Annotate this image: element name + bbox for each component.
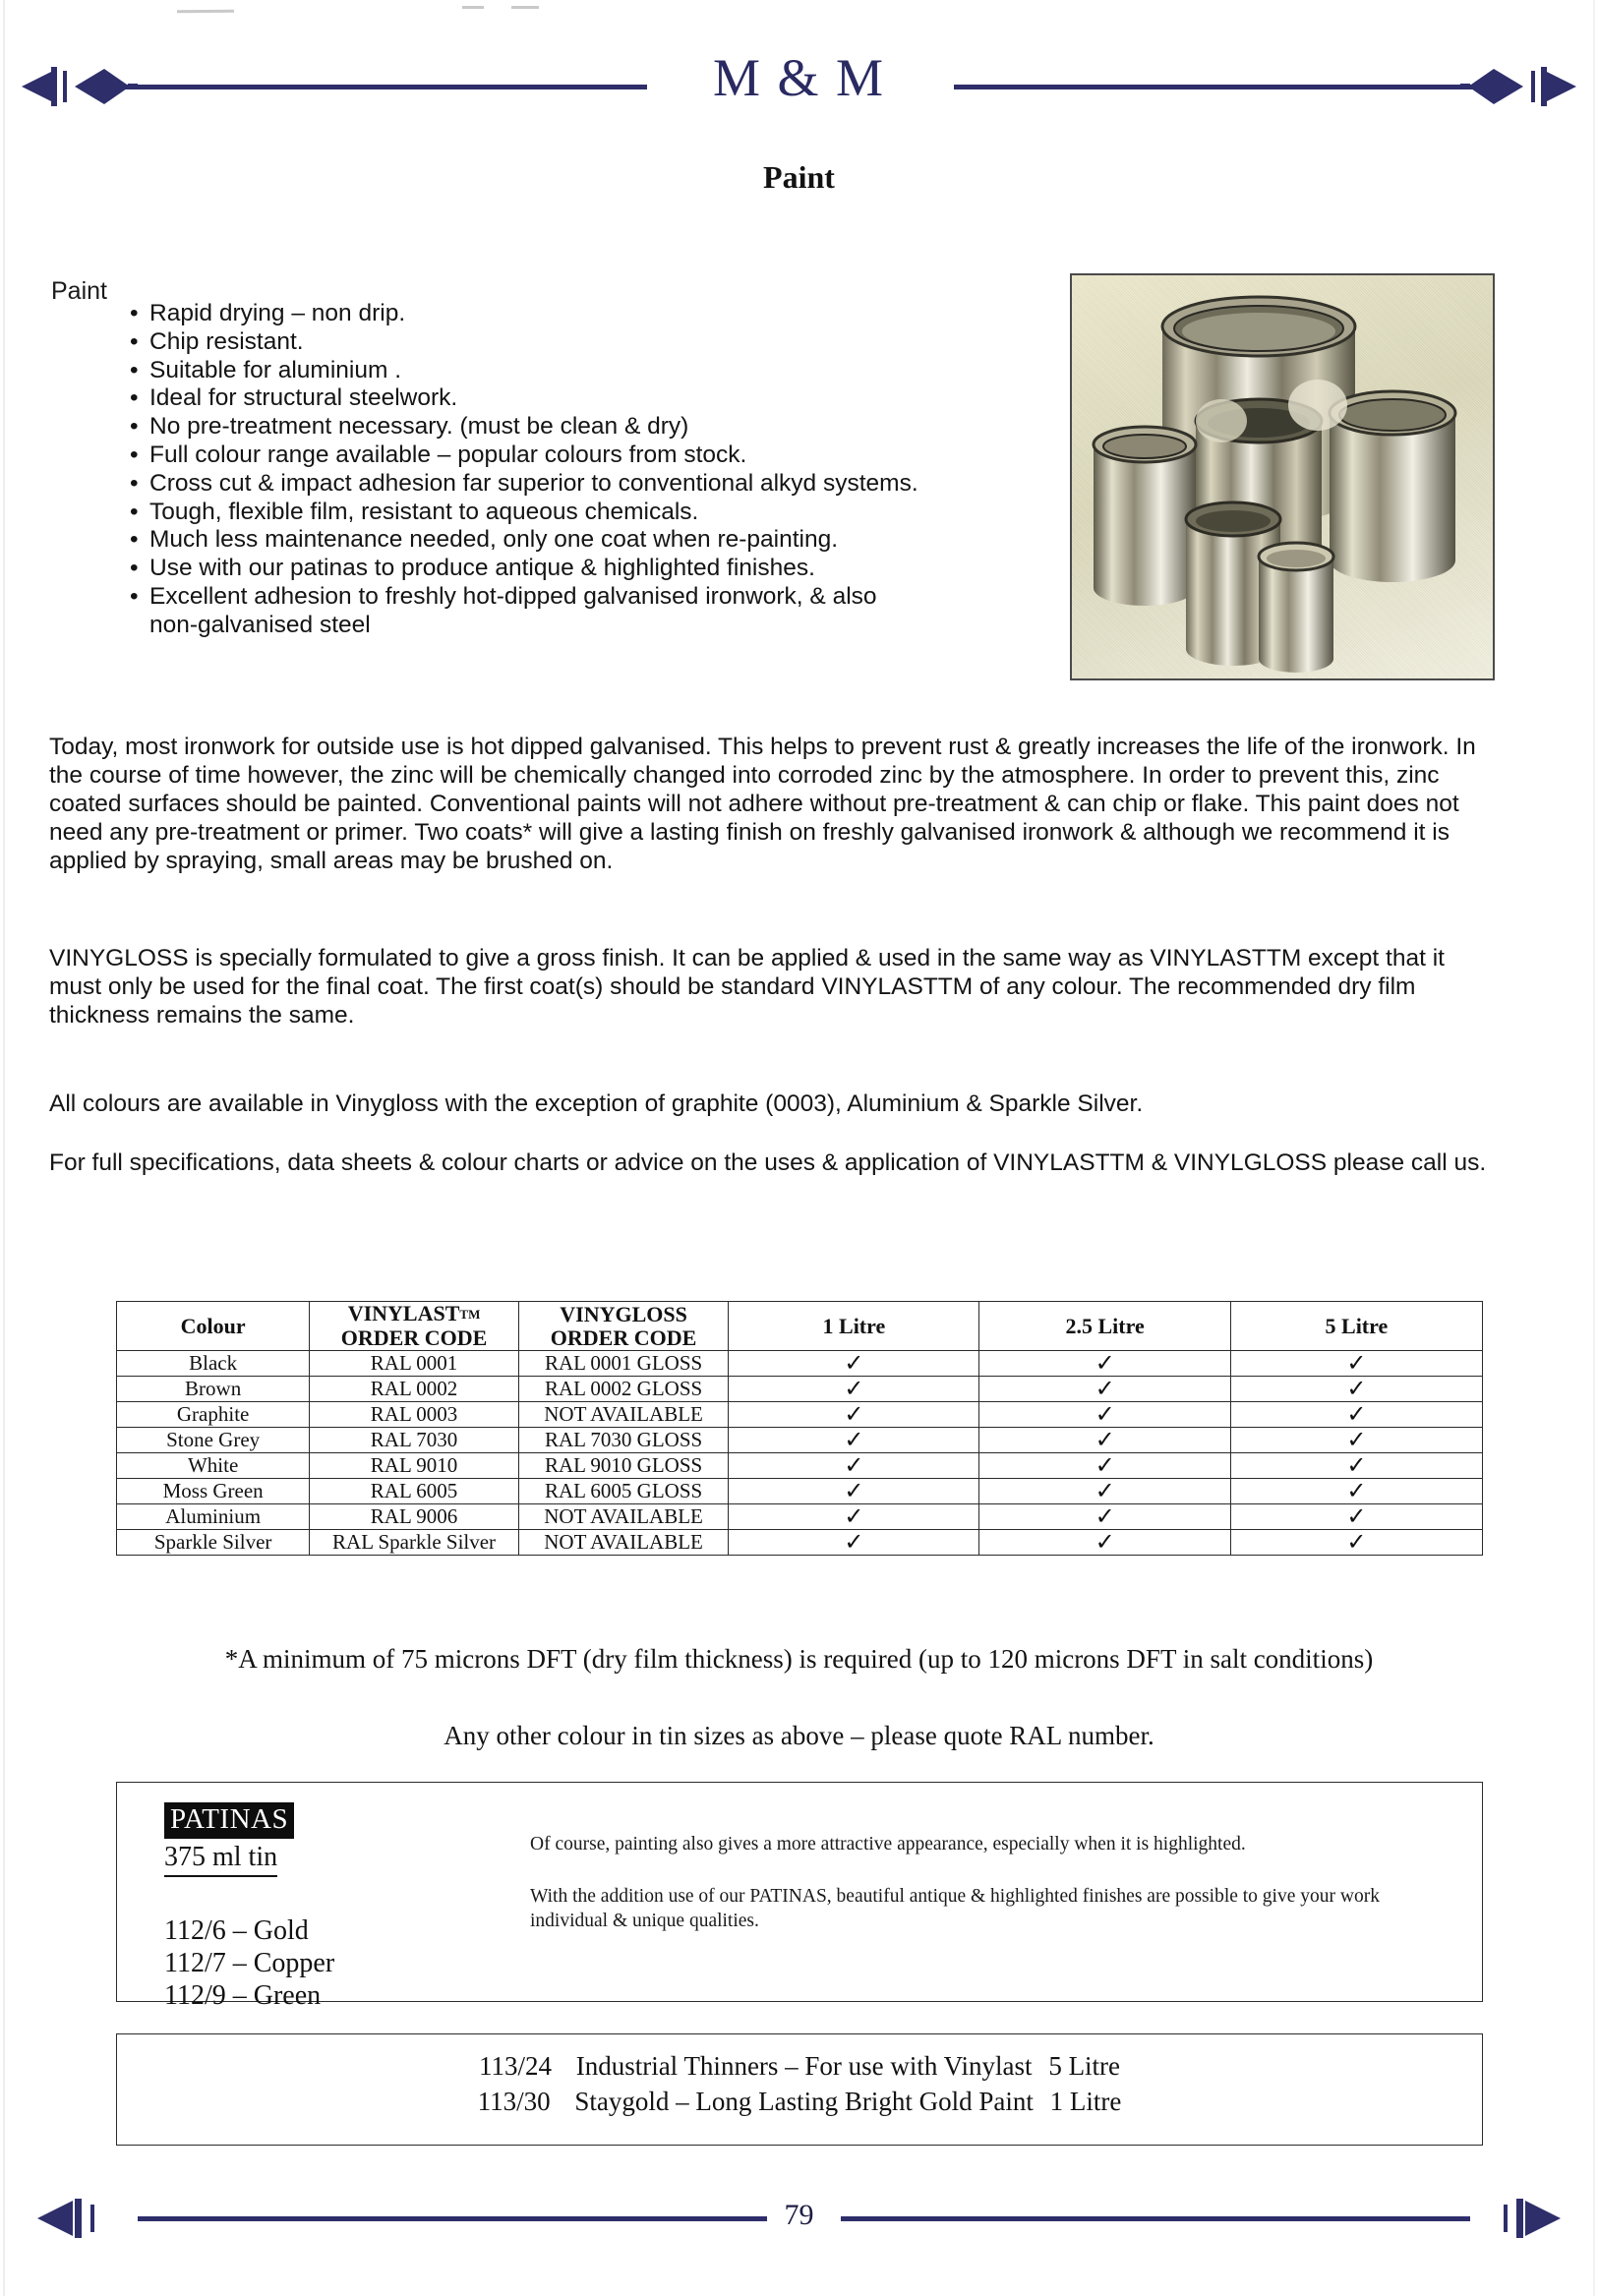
bullet-icon: • xyxy=(130,384,139,412)
list-item xyxy=(126,413,922,442)
table-header xyxy=(117,1302,1483,1351)
list-item xyxy=(126,442,922,470)
list-item-text: Full colour range available – popular colours from stock. xyxy=(149,441,747,468)
cell-1-litre-tick: ✓ xyxy=(729,1479,979,1504)
cell-vinygloss: NOT AVAILABLE xyxy=(518,1504,729,1530)
bullet-icon: • xyxy=(130,300,139,326)
note-any-other-colour: Any other colour in tin sizes as above – please quote RAL number. xyxy=(444,1721,1154,1750)
scan-edge-right xyxy=(1593,0,1595,2296)
column-header-colour xyxy=(117,1302,310,1351)
table-body xyxy=(117,1351,1483,1556)
page-subtitle: Paint xyxy=(763,159,835,195)
cell-5-litre-tick: ✓ xyxy=(1230,1504,1482,1530)
cell-colour: White xyxy=(117,1453,310,1479)
trademark-mark: TM xyxy=(459,1307,481,1322)
note-dft: *A minimum of 75 microns DFT (dry film thickness) is required (up to 120 microns DFT in salt conditions) xyxy=(224,1644,1374,1674)
cell-vinygloss: RAL 0002 GLOSS xyxy=(518,1377,729,1402)
paint-tins-photo xyxy=(1070,273,1495,680)
bullet-icon: • xyxy=(130,469,139,497)
scan-artifact xyxy=(462,6,484,9)
patinas-note-2: With the addition use of our PATINAS, beautiful antique & highlighted finishes are possible to give your work individual & unique qualities. xyxy=(530,1886,1380,1931)
patinas-tin-size: 375 ml tin xyxy=(164,1841,277,1877)
table-row xyxy=(117,1428,1483,1453)
list-item: 112/7 – Copper xyxy=(164,1948,335,1978)
paragraph-full-specs: For full specifications, data sheets & colour charts or advice on the uses & application of VINYLASTTM & VINYLGLOSS please call us. xyxy=(49,1149,1487,1176)
list-item xyxy=(117,2048,1482,2084)
product-code: 113/24 xyxy=(478,2051,552,2081)
cell-5-litre-tick: ✓ xyxy=(1230,1453,1482,1479)
list-item-text: Excellent adhesion to freshly hot-dipped galvanised ironwork, & also non-galvanised steel xyxy=(149,582,877,638)
right-spear-ornament xyxy=(1460,63,1578,110)
section-label: Paint xyxy=(51,277,107,305)
cell-vinygloss: NOT AVAILABLE xyxy=(518,1530,729,1556)
patinas-note-1: Of course, painting also gives a more attractive appearance, especially when it is highlighted. xyxy=(530,1834,1246,1854)
list-item xyxy=(117,2084,1482,2119)
cell-5-litre-tick: ✓ xyxy=(1230,1479,1482,1504)
cell-vinygloss: RAL 6005 GLOSS xyxy=(518,1479,729,1504)
thinners-list xyxy=(117,2048,1482,2119)
bullet-icon: • xyxy=(130,498,139,525)
product-size: 5 Litre xyxy=(1048,2051,1121,2081)
cell-1-litre-tick: ✓ xyxy=(729,1351,979,1377)
column-header-vinylast-line2: ORDER CODE xyxy=(340,1325,488,1350)
list-item: 112/6 – Gold xyxy=(164,1915,309,1946)
header-rule-right xyxy=(954,85,1485,89)
bullet-icon: • xyxy=(130,526,139,554)
cell-vinylast: RAL 9010 xyxy=(310,1453,519,1479)
cell-5-litre-tick: ✓ xyxy=(1230,1530,1482,1556)
cell-2-5-litre-tick: ✓ xyxy=(979,1428,1230,1453)
column-header-vinylast xyxy=(310,1302,519,1351)
cell-2-5-litre-tick: ✓ xyxy=(979,1377,1230,1402)
cell-1-litre-tick: ✓ xyxy=(729,1530,979,1556)
column-header-5-litre: 5 Litre xyxy=(1230,1302,1482,1351)
list-item xyxy=(126,555,922,583)
paint-tins-illustration xyxy=(1072,275,1493,678)
paragraph-all-colours: All colours are available in Vinygloss with the exception of graphite (0003), Aluminium & Sparkle Silver. xyxy=(49,1090,1144,1117)
cell-1-litre-tick: ✓ xyxy=(729,1504,979,1530)
list-item: 112/9 – Green xyxy=(164,1980,322,2011)
list-item-text: Much less maintenance needed, only one coat when re-painting. xyxy=(149,526,839,554)
list-item-text: Rapid drying – non drip. xyxy=(149,300,406,326)
cell-vinygloss: NOT AVAILABLE xyxy=(518,1402,729,1428)
cell-colour: Graphite xyxy=(117,1402,310,1428)
table-row xyxy=(117,1479,1483,1504)
cell-2-5-litre-tick: ✓ xyxy=(979,1351,1230,1377)
list-item xyxy=(126,300,922,328)
column-header-vinygloss-line1: VINYGLOSS xyxy=(560,1301,687,1326)
bullet-icon: • xyxy=(130,582,139,610)
cell-colour: Black xyxy=(117,1351,310,1377)
cell-2-5-litre-tick: ✓ xyxy=(979,1453,1230,1479)
scan-artifact xyxy=(177,10,234,14)
list-item-text: Cross cut & impact adhesion far superior to conventional alkyd systems. xyxy=(149,469,918,497)
page-footer xyxy=(0,2195,1598,2264)
order-code-table xyxy=(116,1301,1483,1556)
scan-artifact xyxy=(511,6,539,9)
bullet-icon: • xyxy=(130,327,139,355)
cell-vinylast: RAL 7030 xyxy=(310,1428,519,1453)
cell-2-5-litre-tick: ✓ xyxy=(979,1402,1230,1428)
cell-colour: Moss Green xyxy=(117,1479,310,1504)
product-code: 113/30 xyxy=(477,2087,551,2116)
list-item-text: Chip resistant. xyxy=(149,327,304,355)
cell-1-litre-tick: ✓ xyxy=(729,1377,979,1402)
product-size: 1 Litre xyxy=(1049,2087,1122,2116)
column-header-1-litre: 1 Litre xyxy=(729,1302,979,1351)
footer-rule-right xyxy=(841,2216,1470,2221)
cell-colour: Brown xyxy=(117,1377,310,1402)
cell-vinylast: RAL 0003 xyxy=(310,1402,519,1428)
table-row xyxy=(117,1453,1483,1479)
cell-2-5-litre-tick: ✓ xyxy=(979,1504,1230,1530)
order-code-table-wrapper xyxy=(116,1301,1483,1556)
column-header-vinygloss-line2: ORDER CODE xyxy=(550,1325,697,1350)
product-desc: Staygold – Long Lasting Bright Gold Paint xyxy=(574,2087,1034,2116)
table-row xyxy=(117,1530,1483,1556)
cell-1-litre-tick: ✓ xyxy=(729,1453,979,1479)
cell-colour: Sparkle Silver xyxy=(117,1530,310,1556)
column-header-vinygloss xyxy=(518,1302,729,1351)
patinas-right-column xyxy=(530,1832,1415,1933)
column-header-vinylast-line1 xyxy=(310,1302,518,1326)
column-header-2-5-litre: 2.5 Litre xyxy=(979,1302,1230,1351)
bullet-icon: • xyxy=(130,413,139,441)
cell-vinylast: RAL 6005 xyxy=(310,1479,519,1504)
list-item xyxy=(126,470,922,499)
list-item-text: Suitable for aluminium . xyxy=(149,356,402,383)
cell-colour: Aluminium xyxy=(117,1504,310,1530)
bullet-icon: • xyxy=(130,356,139,383)
vinylast-word: VINYLAST xyxy=(347,1301,460,1325)
feature-bullet-list xyxy=(126,300,922,640)
cell-1-litre-tick: ✓ xyxy=(729,1402,979,1428)
paragraph-vinygloss: VINYGLOSS is specially formulated to give a gross finish. It can be applied & used in the same way as VINYLASTTM except that it must only be used for the final coat. The first coat(s) should be standard VINYLASTTM of any colour. The recommended dry film thickness remains the same. xyxy=(49,945,1445,1029)
table-header-row xyxy=(117,1302,1483,1351)
table-row xyxy=(117,1402,1483,1428)
column-header-colour-label: Colour xyxy=(180,1313,246,1338)
bullet-icon: • xyxy=(130,555,139,582)
cell-vinygloss: RAL 0001 GLOSS xyxy=(518,1351,729,1377)
cell-5-litre-tick: ✓ xyxy=(1230,1351,1482,1377)
cell-2-5-litre-tick: ✓ xyxy=(979,1530,1230,1556)
spacer xyxy=(530,1856,1415,1884)
patinas-left-column xyxy=(164,1802,489,2012)
cell-1-litre-tick: ✓ xyxy=(729,1428,979,1453)
list-item xyxy=(126,526,922,555)
patinas-item-list xyxy=(164,1914,489,2012)
list-item-text: Tough, flexible film, resistant to aqueous chemicals. xyxy=(149,498,699,525)
list-item xyxy=(126,328,922,357)
list-item xyxy=(126,583,922,640)
product-desc: Industrial Thinners – For use with Vinylast xyxy=(575,2051,1033,2081)
paragraph-today: Today, most ironwork for outside use is hot dipped galvanised. This helps to prevent rust & greatly increases the life of the ironwork. In the course of time however, the zinc will be chemically changed into corroded zinc by the atmosphere. In order to prevent this, zinc coated surfaces should be painted. Conventional paints will not adhere without pre-treatment & can chip or flake. This paint does not need any pre-treatment or primer. Two coats* will give a lasting finish on freshly galvanised ironwork & although we recommend it is applied by spraying, small areas may be brushed on. xyxy=(49,734,1476,874)
patinas-box xyxy=(116,1782,1483,2011)
cell-vinylast: RAL 0001 xyxy=(310,1351,519,1377)
thinners-box xyxy=(116,2033,1483,2146)
cell-2-5-litre-tick: ✓ xyxy=(979,1479,1230,1504)
cell-5-litre-tick: ✓ xyxy=(1230,1428,1482,1453)
list-item-text: Use with our patinas to produce antique & highlighted finishes. xyxy=(149,555,815,582)
list-item-text: Ideal for structural steelwork. xyxy=(149,384,458,412)
cell-vinylast: RAL 0002 xyxy=(310,1377,519,1402)
list-item-text: No pre-treatment necessary. (must be clean & dry) xyxy=(149,413,689,441)
cell-vinylast: RAL Sparkle Silver xyxy=(310,1530,519,1556)
table-row xyxy=(117,1504,1483,1530)
cell-5-litre-tick: ✓ xyxy=(1230,1402,1482,1428)
list-item xyxy=(126,499,922,527)
scan-edge-left xyxy=(3,0,5,2296)
cell-vinygloss: RAL 9010 GLOSS xyxy=(518,1453,729,1479)
bullet-icon: • xyxy=(130,441,139,468)
brand-title: M & M xyxy=(712,48,886,107)
table-row xyxy=(117,1351,1483,1377)
cell-vinylast: RAL 9006 xyxy=(310,1504,519,1530)
cell-vinygloss: RAL 7030 GLOSS xyxy=(518,1428,729,1453)
cell-colour: Stone Grey xyxy=(117,1428,310,1453)
cell-5-litre-tick: ✓ xyxy=(1230,1377,1482,1402)
table-row xyxy=(117,1377,1483,1402)
list-item xyxy=(126,357,922,385)
footer-right-ornament xyxy=(1450,2195,1568,2242)
list-item xyxy=(126,384,922,413)
patinas-title: PATINAS xyxy=(164,1802,294,1839)
masthead xyxy=(0,24,1598,114)
page-number: 79 xyxy=(784,2199,814,2231)
